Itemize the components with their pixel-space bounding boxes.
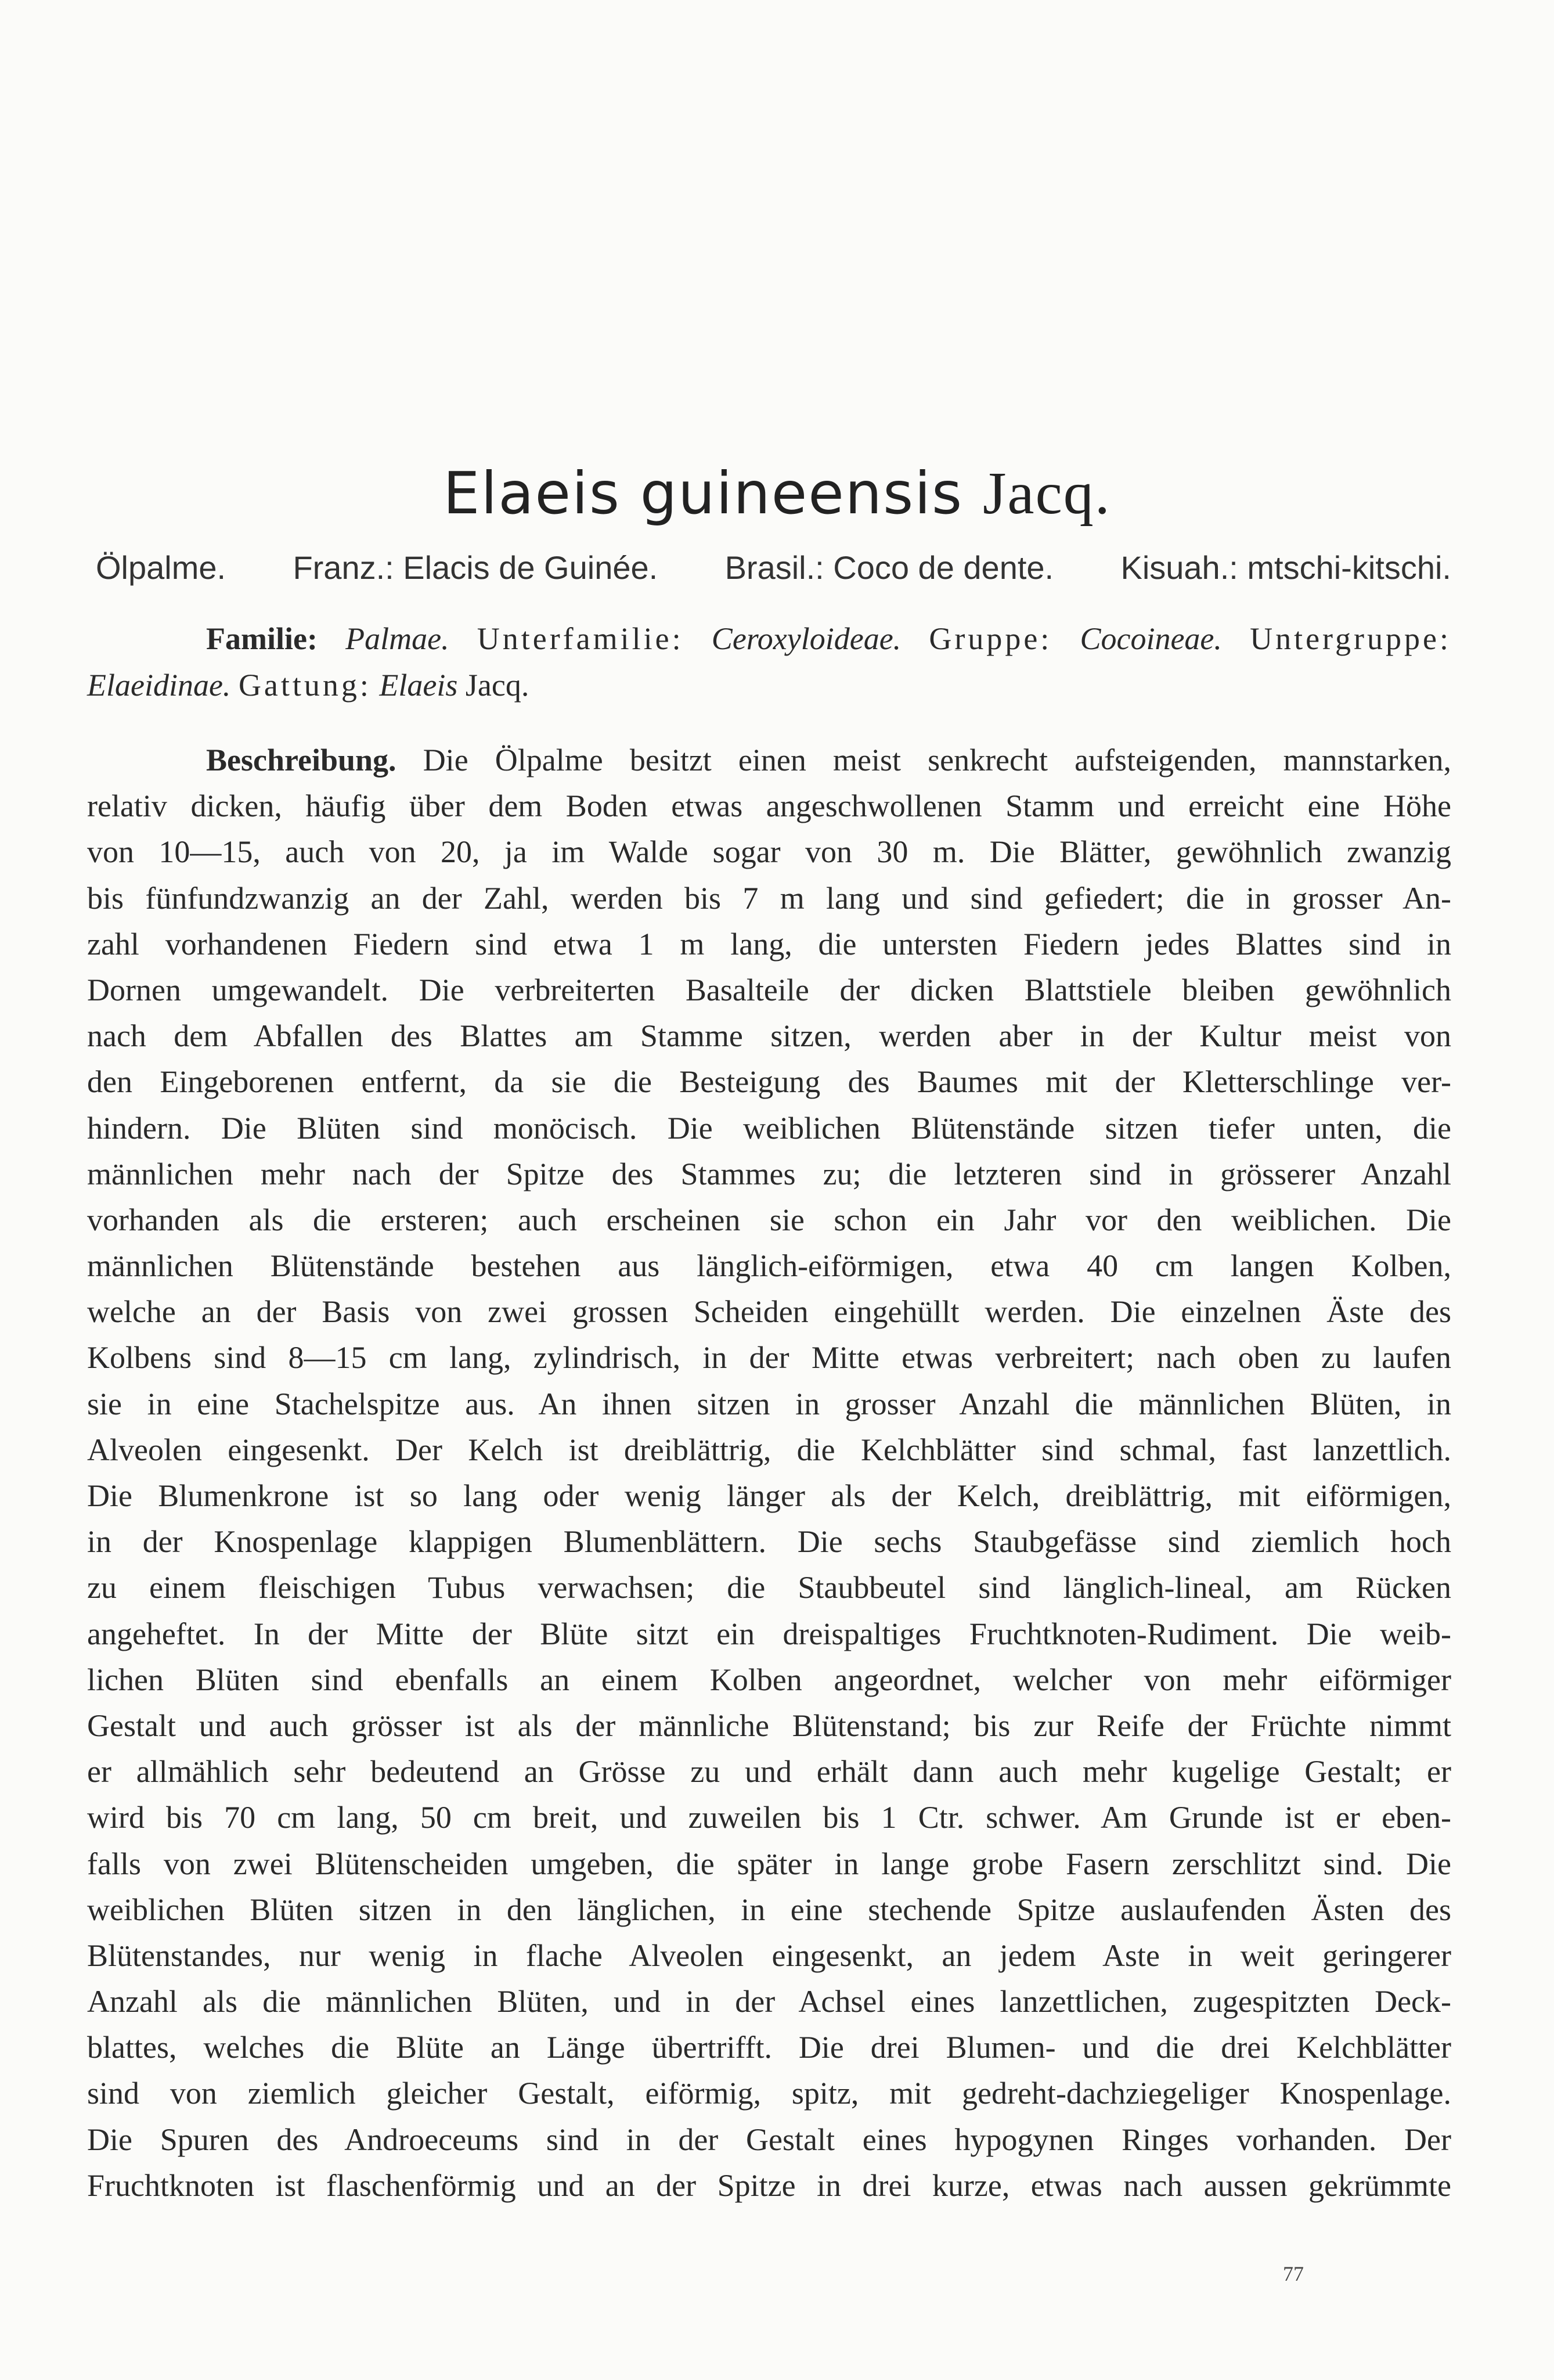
- description-line: [87, 1933, 1451, 1979]
- description-line-text: Alveolen eingesenkt. Der Kelch ist dreiblättrig, die Kelchblätter sind schmal, fast lanzettlich.: [87, 1432, 1451, 1467]
- description-line-text: Gestalt und auch grösser ist als der männliche Blütenstand; bis zur Reife der Früchte nimmt: [87, 1708, 1451, 1743]
- description-line: [87, 876, 1451, 921]
- description-line: [87, 829, 1451, 875]
- description-line: [87, 1289, 1451, 1335]
- description-line: [87, 1106, 1451, 1151]
- page-title: [0, 459, 1554, 528]
- unterfamilie-value: Ceroxyloideae.: [711, 621, 902, 656]
- description-line: [87, 2025, 1451, 2071]
- description-line: [87, 1703, 1451, 1749]
- description-line-text: wird bis 70 cm lang, 50 cm breit, und zuweilen bis 1 Ctr. schwer. Am Grunde ist er eben-: [87, 1800, 1451, 1835]
- familie-value: Palmae.: [345, 621, 449, 656]
- description-line: [87, 1611, 1451, 1657]
- description-body: [87, 737, 1451, 2209]
- description-line: [87, 2117, 1451, 2163]
- description-line-text: zahl vorhandenen Fiedern sind etwa 1 m lang, die untersten Fiedern jedes Blattes sind in: [87, 926, 1451, 962]
- description-line: [87, 1887, 1451, 1933]
- untergruppe-label: Untergruppe:: [1250, 621, 1452, 656]
- species-name: Elaeis guineensis: [443, 459, 964, 527]
- description-line: [87, 1059, 1451, 1105]
- description-line: [87, 967, 1451, 1013]
- description-line-text: Fruchtknoten ist flaschenförmig und an der Spitze in drei kurze, etwas nach aussen gekrümmte: [87, 2167, 1451, 2203]
- species-author: Jacq.: [982, 460, 1111, 527]
- description-line-text: Kolbens sind 8—15 cm lang, zylindrisch, in der Mitte etwas verbreitert; nach oben zu laufen: [87, 1340, 1451, 1376]
- description-line-text: er allmählich sehr bedeutend an Grösse zu und erhält dann auch mehr kugelige Gestalt; er: [87, 1754, 1451, 1789]
- gattung-label: Gattung:: [238, 668, 372, 703]
- description-line: [87, 1197, 1451, 1243]
- description-line-text: hindern. Die Blüten sind monöcisch. Die weiblichen Blütenstände sitzen tiefer unten, die: [87, 1110, 1451, 1146]
- common-names: [96, 549, 1451, 586]
- common-name-brazil: Brasil.: Coco de dente.: [724, 549, 1054, 586]
- description-line: [87, 1473, 1451, 1519]
- description-line-text: sind von ziemlich gleicher Gestalt, eiförmig, spitz, mit gedreht-dachziegeliger Knospenlage.: [87, 2076, 1451, 2111]
- gruppe-value: Cocoineae.: [1080, 621, 1222, 656]
- description-line: [87, 2071, 1451, 2116]
- description-line: [87, 1243, 1451, 1289]
- description-line-text: männlichen mehr nach der Spitze des Stammes zu; die letzteren sind in grösserer Anzahl: [87, 1156, 1451, 1191]
- description-line-text: männlichen Blütenstände bestehen aus länglich-eiförmigen, etwa 40 cm langen Kolben,: [87, 1248, 1451, 1284]
- classification-block: [87, 615, 1451, 708]
- description-line-text: welche an der Basis von zwei grossen Scheiden eingehüllt werden. Die einzelnen Äste des: [87, 1294, 1451, 1330]
- description-line-text: weiblichen Blüten sitzen in den länglichen, in eine stechende Spitze auslaufenden Ästen des: [87, 1892, 1451, 1927]
- unterfamilie-label: Unterfamilie:: [477, 621, 684, 656]
- gattung-author: Jacq.: [465, 668, 529, 703]
- description-line: [87, 921, 1451, 967]
- untergruppe-value: Elaeidinae.: [87, 668, 231, 703]
- description-line: [87, 1151, 1451, 1197]
- familie-label: Familie:: [206, 621, 318, 656]
- common-name-kisuaheli: Kisuah.: mtschi-kitschi.: [1120, 549, 1451, 586]
- description-line: [87, 1381, 1451, 1427]
- description-line: [87, 1565, 1451, 1611]
- description-line: [87, 1519, 1451, 1565]
- description-line: [87, 1841, 1451, 1887]
- description-line-text: relativ dicken, häufig über dem Boden etwas angeschwollenen Stamm und erreicht eine Höhe: [87, 788, 1451, 824]
- gruppe-label: Gruppe:: [929, 621, 1052, 656]
- description-line-text: sie in eine Stachelspitze aus. An ihnen sitzen in grosser Anzahl die männlichen Blüten, in: [87, 1386, 1451, 1421]
- page-number: 77: [1283, 2262, 1304, 2285]
- description-line: [87, 1657, 1451, 1703]
- description-heading: Beschreibung.: [206, 743, 423, 777]
- description-line-text: von 10—15, auch von 20, ja im Walde sogar von 30 m. Die Blätter, gewöhnlich zwanzig: [87, 834, 1451, 870]
- description-line-text: Die Ölpalme besitzt einen meist senkrecht aufsteigenden, mannstarken,: [423, 743, 1451, 777]
- description-line: [87, 737, 1451, 783]
- description-line-text: Die Blumenkrone ist so lang oder wenig länger als der Kelch, dreiblättrig, mit eiförmigen,: [87, 1478, 1451, 1513]
- description-line: [87, 1749, 1451, 1795]
- description-line-text: zu einem fleischigen Tubus verwachsen; die Staubbeutel sind länglich-lineal, am Rücken: [87, 1570, 1451, 1605]
- description-line-text: nach dem Abfallen des Blattes am Stamme sitzen, werden aber in der Kultur meist von: [87, 1018, 1451, 1054]
- description-line-text: Die Spuren des Androeceums sind in der Gestalt eines hypogynen Ringes vorhanden. Der: [87, 2122, 1451, 2157]
- description-line-text: falls von zwei Blütenscheiden umgeben, die später in lange grobe Fasern zerschlitzt sind. Die: [87, 1846, 1451, 1881]
- description-line: [87, 1427, 1451, 1473]
- description-line-text: Anzahl als die männlichen Blüten, und in der Achsel eines lanzettlichen, zugespitzten Deck-: [87, 1984, 1451, 2019]
- description-line: [87, 783, 1451, 829]
- description-line-text: blattes, welches die Blüte an Länge übertrifft. Die drei Blumen- und die drei Kelchblätter: [87, 2030, 1451, 2065]
- description-line-text: Blütenstandes, nur wenig in flache Alveolen eingesenkt, an jedem Aste in weit geringerer: [87, 1938, 1451, 1973]
- description-line-text: lichen Blüten sind ebenfalls an einem Kolben angeordnet, welcher von mehr eiförmiger: [87, 1662, 1451, 1697]
- description-line-text: Dornen umgewandelt. Die verbreiterten Basalteile der dicken Blattstiele bleiben gewöhnlich: [87, 972, 1451, 1007]
- description-line: [87, 1013, 1451, 1059]
- description-line: [87, 1979, 1451, 2025]
- description-line-text: angeheftet. In der Mitte der Blüte sitzt ein dreispaltiges Fruchtknoten-Rudiment. Die weib-: [87, 1616, 1451, 1651]
- description-line-text: den Eingeborenen entfernt, da sie die Besteigung des Baumes mit der Kletterschlinge ver-: [87, 1064, 1451, 1100]
- common-name-french: Franz.: Elacis de Guinée.: [293, 549, 658, 586]
- description-line-text: vorhanden als die ersteren; auch erscheinen sie schon ein Jahr vor den weiblichen. Die: [87, 1202, 1451, 1237]
- gattung-value: Elaeis: [379, 668, 458, 703]
- description-line: [87, 2163, 1451, 2209]
- description-line: [87, 1795, 1451, 1841]
- description-line: [87, 1335, 1451, 1381]
- description-line-text: bis fünfundzwanzig an der Zahl, werden bis 7 m lang und sind gefiedert; die in grosser An-: [87, 880, 1451, 916]
- common-name-german: Ölpalme.: [96, 549, 226, 586]
- description-line-text: in der Knospenlage klappigen Blumenblättern. Die sechs Staubgefässe sind ziemlich hoch: [87, 1524, 1451, 1560]
